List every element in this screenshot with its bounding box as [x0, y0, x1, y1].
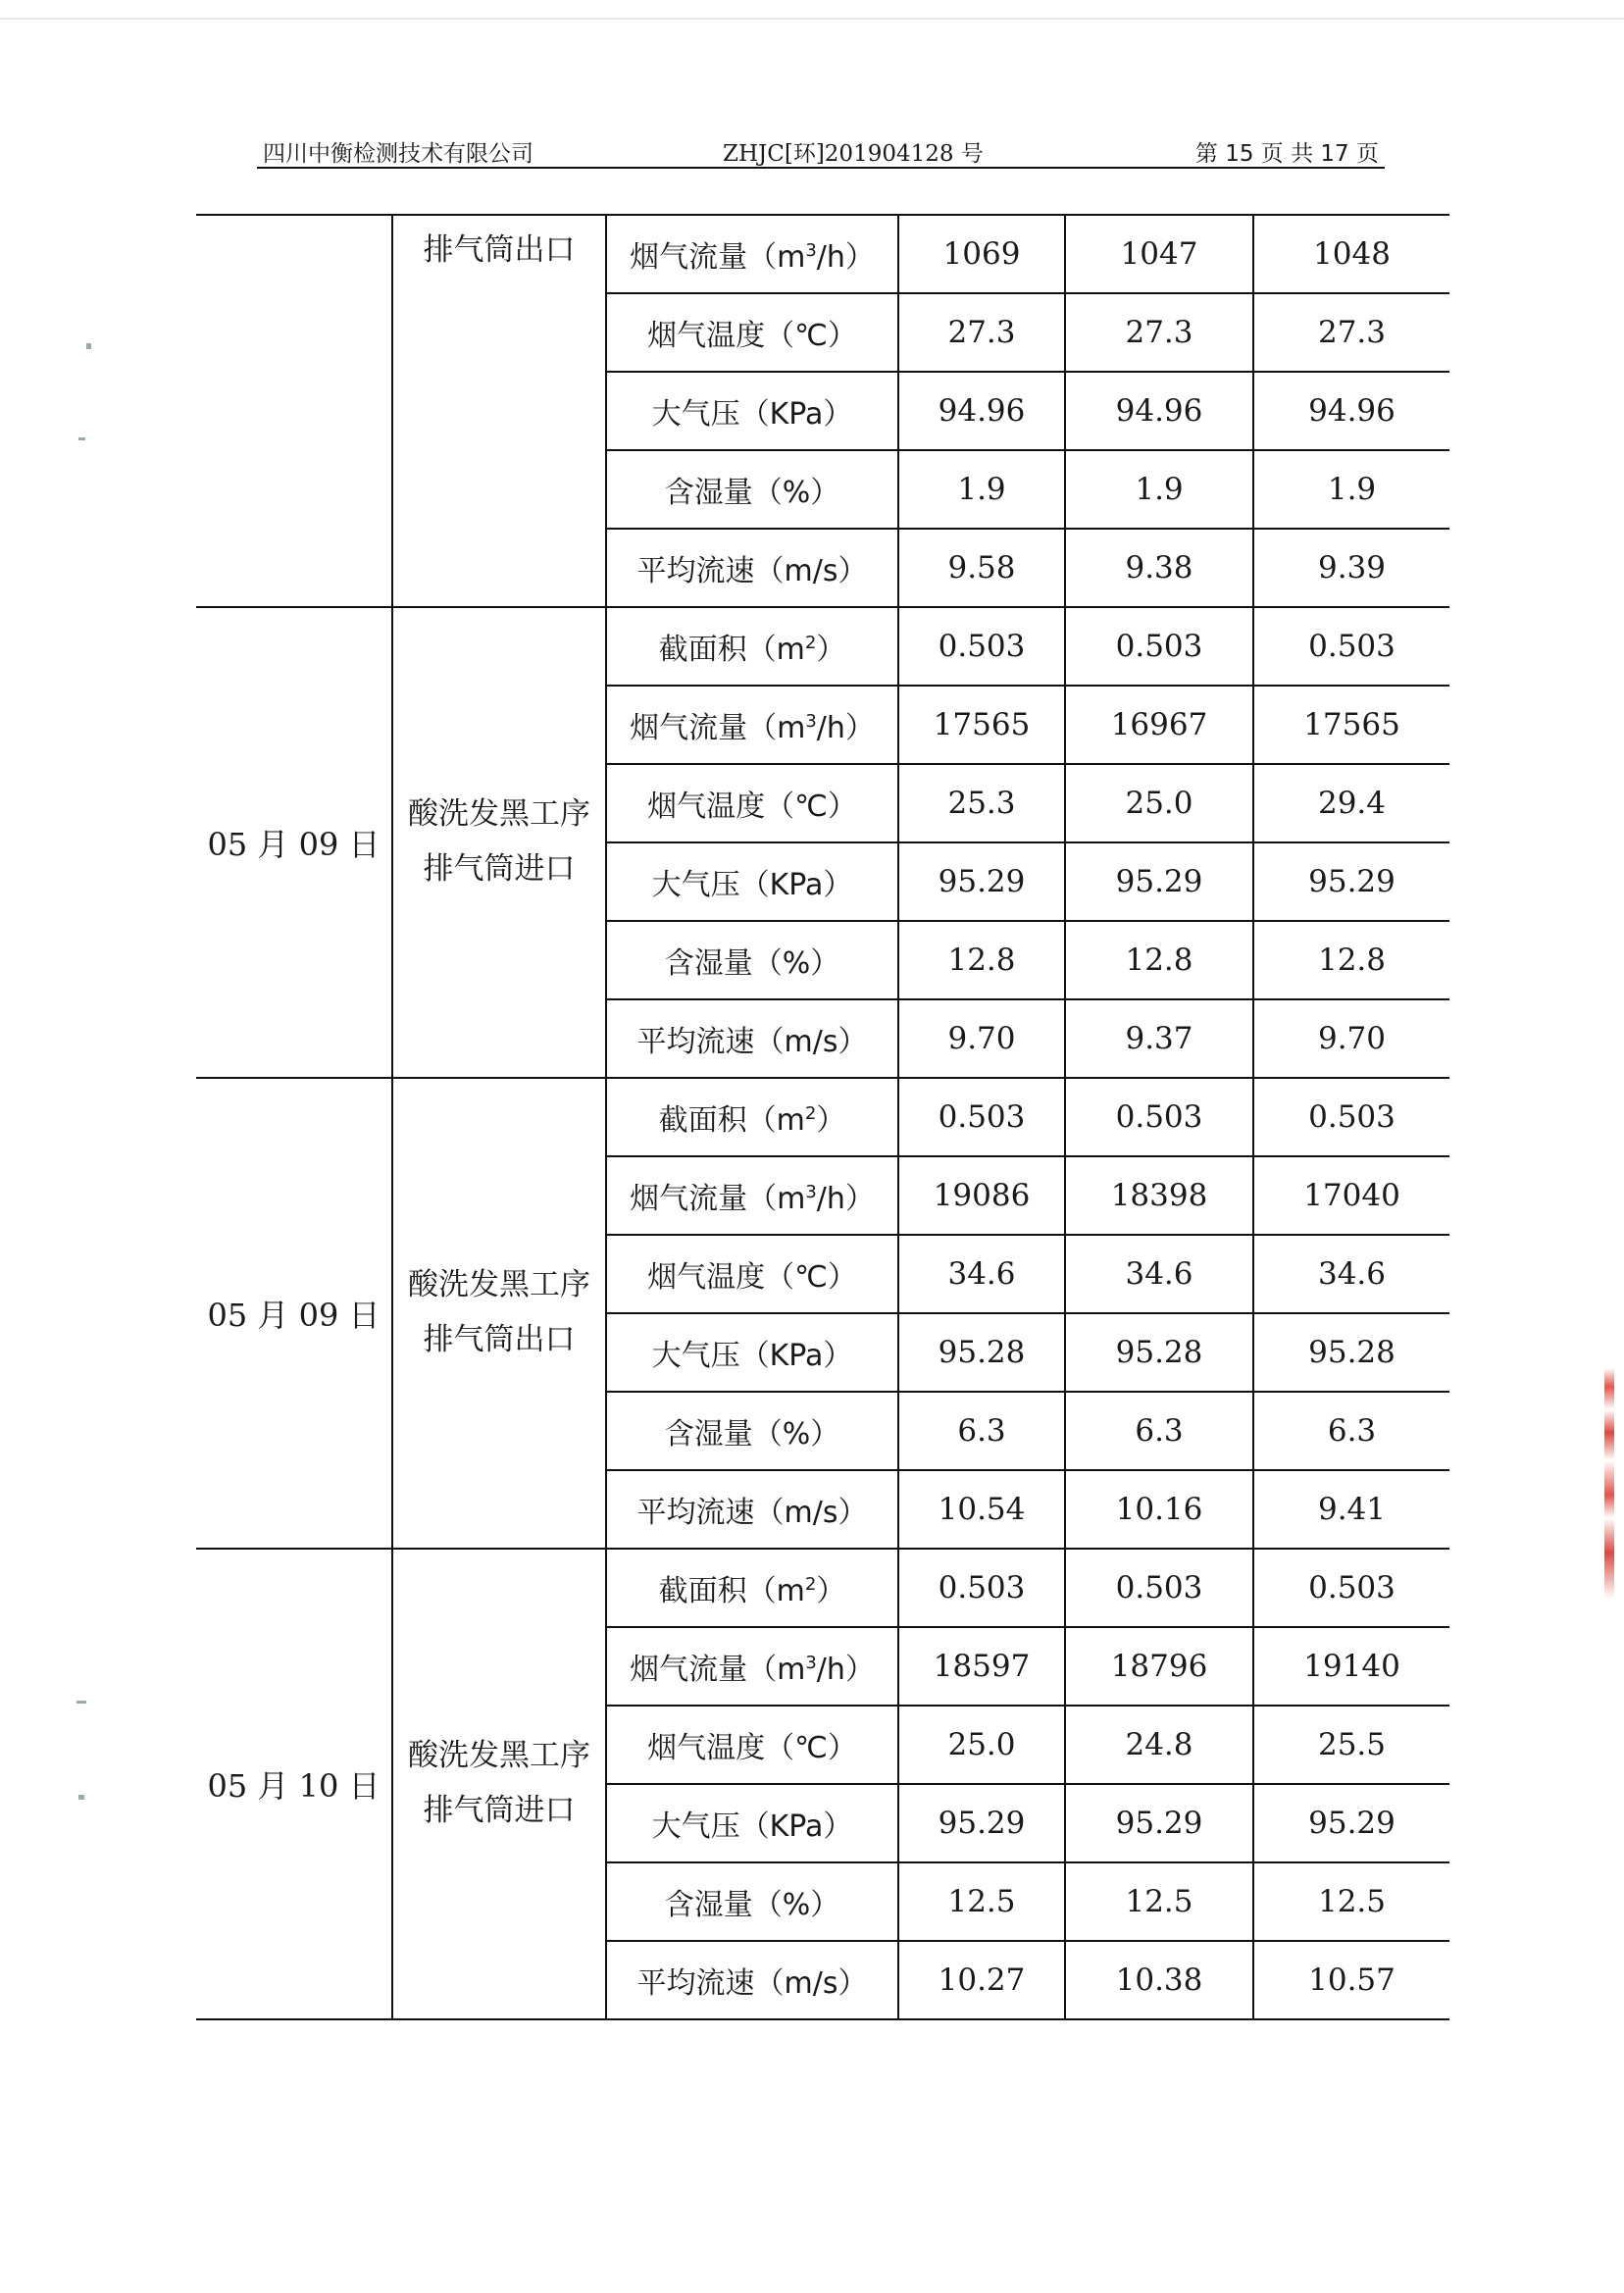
value-cell: 95.29: [1253, 1784, 1449, 1862]
value-cell: 0.503: [1253, 1549, 1449, 1627]
value-cell: 24.8: [1065, 1706, 1253, 1784]
page-number: 第 15 页 共 17 页: [1194, 141, 1379, 167]
parameter-cell: 平均流速（m/s）: [606, 1941, 898, 2019]
value-cell: 10.16: [1065, 1470, 1253, 1549]
scan-speck: [76, 1701, 86, 1704]
scan-speck: [78, 1795, 84, 1800]
edge-seal-stamp: [1604, 1368, 1614, 1599]
parameter-cell: 大气压（KPa）: [606, 1313, 898, 1392]
value-cell: 9.37: [1065, 999, 1253, 1078]
value-cell: 9.70: [898, 999, 1065, 1078]
value-cell: 16967: [1065, 686, 1253, 764]
value-cell: 1.9: [1065, 450, 1253, 529]
value-cell: 0.503: [1253, 1078, 1449, 1156]
parameter-cell: 平均流速（m/s）: [606, 529, 898, 607]
value-cell: 29.4: [1253, 764, 1449, 842]
table-row: [196, 1549, 1449, 1627]
table-row: [196, 607, 1449, 686]
value-cell: 10.54: [898, 1470, 1065, 1549]
company-name: 四川中衡检测技术有限公司: [263, 141, 533, 167]
location-cell: 酸洗发黑工序 排气筒出口: [392, 1078, 606, 1549]
value-cell: 17565: [1253, 686, 1449, 764]
page-header: [257, 129, 1385, 169]
parameter-cell: 大气压（KPa）: [606, 842, 898, 921]
date-cell: 05 月 10 日: [196, 1549, 392, 2019]
value-cell: 1047: [1065, 215, 1253, 293]
scan-speck: [78, 437, 85, 440]
value-cell: 0.503: [1253, 607, 1449, 686]
value-cell: 94.96: [1253, 372, 1449, 450]
location-cell: 酸洗发黑工序 排气筒进口: [392, 607, 606, 1078]
value-cell: 25.5: [1253, 1706, 1449, 1784]
value-cell: 10.27: [898, 1941, 1065, 2019]
value-cell: 1.9: [898, 450, 1065, 529]
value-cell: 6.3: [1065, 1392, 1253, 1470]
value-cell: 25.0: [1065, 764, 1253, 842]
value-cell: 6.3: [1253, 1392, 1449, 1470]
scan-speck: [86, 343, 91, 349]
value-cell: 12.5: [1253, 1862, 1449, 1941]
value-cell: 0.503: [898, 607, 1065, 686]
parameter-cell: 烟气流量$(m^3/h)$: [606, 1156, 898, 1235]
value-cell: 10.57: [1253, 1941, 1449, 2019]
location-cell: 酸洗发黑工序 排气筒进口: [392, 1549, 606, 2019]
value-cell: 34.6: [1253, 1235, 1449, 1313]
value-cell: 12.5: [898, 1862, 1065, 1941]
value-cell: 0.503: [898, 1549, 1065, 1627]
table-row: [196, 1078, 1449, 1156]
value-cell: 9.70: [1253, 999, 1449, 1078]
parameter-cell: 含湿量（%）: [606, 921, 898, 999]
value-cell: 17565: [898, 686, 1065, 764]
parameter-cell: 烟气流量$(m^3/h)$: [606, 215, 898, 293]
value-cell: 12.8: [1253, 921, 1449, 999]
parameter-cell: 烟气温度（℃）: [606, 293, 898, 372]
value-cell: 95.29: [1253, 842, 1449, 921]
value-cell: 9.38: [1065, 529, 1253, 607]
value-cell: 6.3: [898, 1392, 1065, 1470]
parameter-cell: 大气压（KPa）: [606, 372, 898, 450]
parameter-cell: 含湿量（%）: [606, 1392, 898, 1470]
value-cell: 19086: [898, 1156, 1065, 1235]
parameter-cell: 大气压（KPa）: [606, 1784, 898, 1862]
date-cell: 05 月 09 日: [196, 1078, 392, 1549]
value-cell: 17040: [1253, 1156, 1449, 1235]
measurement-table-body: [196, 215, 1449, 2019]
value-cell: 19140: [1253, 1627, 1449, 1706]
value-cell: 94.96: [898, 372, 1065, 450]
parameter-cell: 烟气温度（℃）: [606, 764, 898, 842]
parameter-cell: 平均流速（m/s）: [606, 1470, 898, 1549]
parameter-cell: 烟气流量$(m^3/h)$: [606, 1627, 898, 1706]
value-cell: 95.28: [1065, 1313, 1253, 1392]
value-cell: 0.503: [1065, 607, 1253, 686]
value-cell: 25.3: [898, 764, 1065, 842]
table-row: [196, 215, 1449, 293]
value-cell: 9.41: [1253, 1470, 1449, 1549]
value-cell: 1048: [1253, 215, 1449, 293]
value-cell: 25.0: [898, 1706, 1065, 1784]
value-cell: 1.9: [1253, 450, 1449, 529]
parameter-cell: 截面积$(m^2)$: [606, 607, 898, 686]
value-cell: 12.8: [898, 921, 1065, 999]
value-cell: 0.503: [1065, 1078, 1253, 1156]
value-cell: 27.3: [1065, 293, 1253, 372]
date-cell: [196, 215, 392, 607]
parameter-cell: 截面积$(m^2)$: [606, 1549, 898, 1627]
scan-edge-line: [0, 18, 1624, 20]
report-number: ZHJC[环]201904128 号: [723, 141, 984, 167]
value-cell: 95.29: [1065, 1784, 1253, 1862]
parameter-cell: 含湿量（%）: [606, 450, 898, 529]
header-rule: [257, 167, 1385, 169]
value-cell: 18398: [1065, 1156, 1253, 1235]
value-cell: 94.96: [1065, 372, 1253, 450]
parameter-cell: 烟气温度（℃）: [606, 1235, 898, 1313]
value-cell: 95.29: [1065, 842, 1253, 921]
value-cell: 27.3: [1253, 293, 1449, 372]
parameter-cell: 平均流速（m/s）: [606, 999, 898, 1078]
measurement-table: [196, 214, 1449, 2020]
value-cell: 1069: [898, 215, 1065, 293]
value-cell: 10.38: [1065, 1941, 1253, 2019]
value-cell: 34.6: [1065, 1235, 1253, 1313]
value-cell: 27.3: [898, 293, 1065, 372]
value-cell: 12.8: [1065, 921, 1253, 999]
value-cell: 18796: [1065, 1627, 1253, 1706]
parameter-cell: 含湿量（%）: [606, 1862, 898, 1941]
value-cell: 9.39: [1253, 529, 1449, 607]
value-cell: 9.58: [898, 529, 1065, 607]
value-cell: 95.28: [1253, 1313, 1449, 1392]
value-cell: 95.29: [898, 1784, 1065, 1862]
value-cell: 18597: [898, 1627, 1065, 1706]
value-cell: 34.6: [898, 1235, 1065, 1313]
location-cell: 排气筒出口: [392, 215, 606, 607]
parameter-cell: 烟气温度（℃）: [606, 1706, 898, 1784]
value-cell: 12.5: [1065, 1862, 1253, 1941]
value-cell: 0.503: [898, 1078, 1065, 1156]
date-cell: 05 月 09 日: [196, 607, 392, 1078]
value-cell: 95.29: [898, 842, 1065, 921]
parameter-cell: 烟气流量$(m^3/h)$: [606, 686, 898, 764]
parameter-cell: 截面积$(m^2)$: [606, 1078, 898, 1156]
value-cell: 0.503: [1065, 1549, 1253, 1627]
value-cell: 95.28: [898, 1313, 1065, 1392]
